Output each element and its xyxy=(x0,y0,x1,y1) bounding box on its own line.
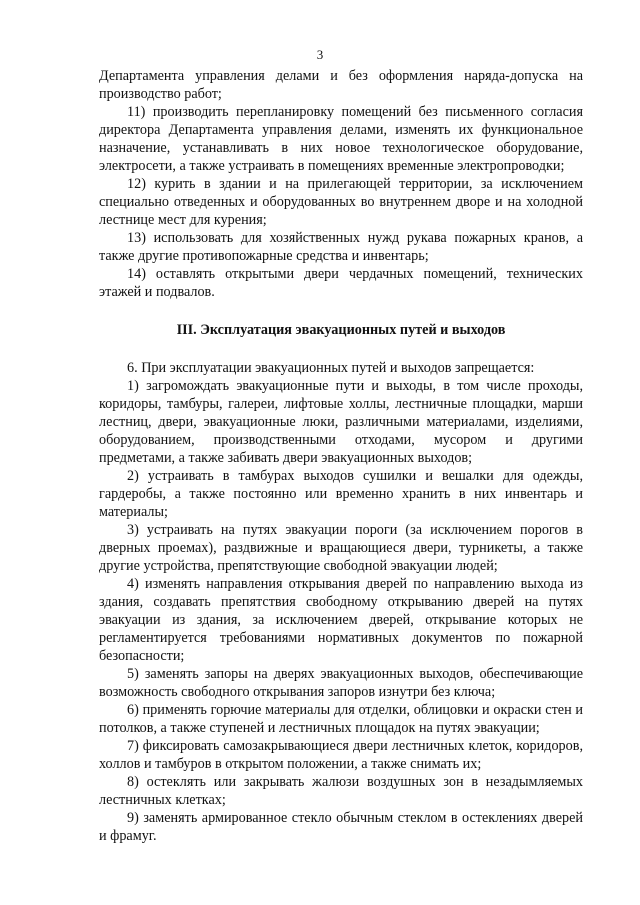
list-item-9: 9) заменять армированное стекло обычным стеклом в остеклениях дверей и фрамуг. xyxy=(99,810,583,844)
page-number: 3 xyxy=(316,47,324,62)
list-item-7: 7) фиксировать самозакрывающиеся двери лестничных клеток, коридоров, холлов и тамбуров в открытом положении, а также снимать их; xyxy=(99,738,583,772)
document-body xyxy=(99,67,583,845)
list-item-4: 4) изменять направления открывания дверей по направлению выхода из здания, создавать препятствия свободному открыванию дверей на путях эвакуации из здания, за исключением дверей, открывание которых не регламентируется требованиями нормативных документов по пожарной безопасности; xyxy=(99,576,583,664)
paragraph-continuation: Департамента управления делами и без оформления наряда-допуска на производство работ; xyxy=(99,68,583,102)
list-item-8: 8) остеклять или закрывать жалюзи воздушных зон в незадымляемых лестничных клетках; xyxy=(99,774,583,808)
list-item-13: 13) использовать для хозяйственных нужд рукава пожарных кранов, а также другие противопожарные средства и инвентарь; xyxy=(99,230,583,264)
list-item-2: 2) устраивать в тамбурах выходов сушилки и вешалки для одежды, гардеробы, а также постоянно или временно хранить в них инвентарь и материалы; xyxy=(99,468,583,520)
list-item-1: 1) загромождать эвакуационные пути и выходы, в том числе проходы, коридоры, тамбуры, галереи, лифтовые холлы, лестничные площадки, марши лестниц, двери, эвакуационные люки, различными материалами, изделиями, оборудованием, производственными отходами, мусором и другими предметами, а также забивать двери эвакуационных выходов; xyxy=(99,378,583,466)
clause-6-intro: 6. При эксплуатации эвакуационных путей и выходов запрещается: xyxy=(127,360,535,376)
list-item-6: 6) применять горючие материалы для отделки, облицовки и окраски стен и потолков, а также ступеней и лестничных площадок на путях эвакуации; xyxy=(99,702,583,736)
list-item-11: 11) производить перепланировку помещений без письменного согласия директора Департамента управления делами, изменять их функциональное назначение, устанавливать в них новое технологическое оборудование, электросети, а также устраивать в помещениях временные электропроводки; xyxy=(99,104,583,174)
list-item-14: 14) оставлять открытыми двери чердачных помещений, технических этажей и подвалов. xyxy=(99,266,583,300)
list-item-5: 5) заменять запоры на дверях эвакуационных выходов, обеспечивающие возможность свободного открывания запоров изнутри без ключа; xyxy=(99,666,583,700)
section-heading: III. Эксплуатация эвакуационных путей и выходов xyxy=(176,322,506,338)
list-item-3: 3) устраивать на путях эвакуации пороги (за исключением порогов в дверных проемах), раздвижные и вращающиеся двери, турникеты, а также другие устройства, препятствующие свободной эвакуации людей; xyxy=(99,522,583,574)
list-item-12: 12) курить в здании и на прилегающей территории, за исключением специально отведенных и оборудованных во внутреннем дворе и на холодной лестнице мест для курения; xyxy=(99,176,583,228)
